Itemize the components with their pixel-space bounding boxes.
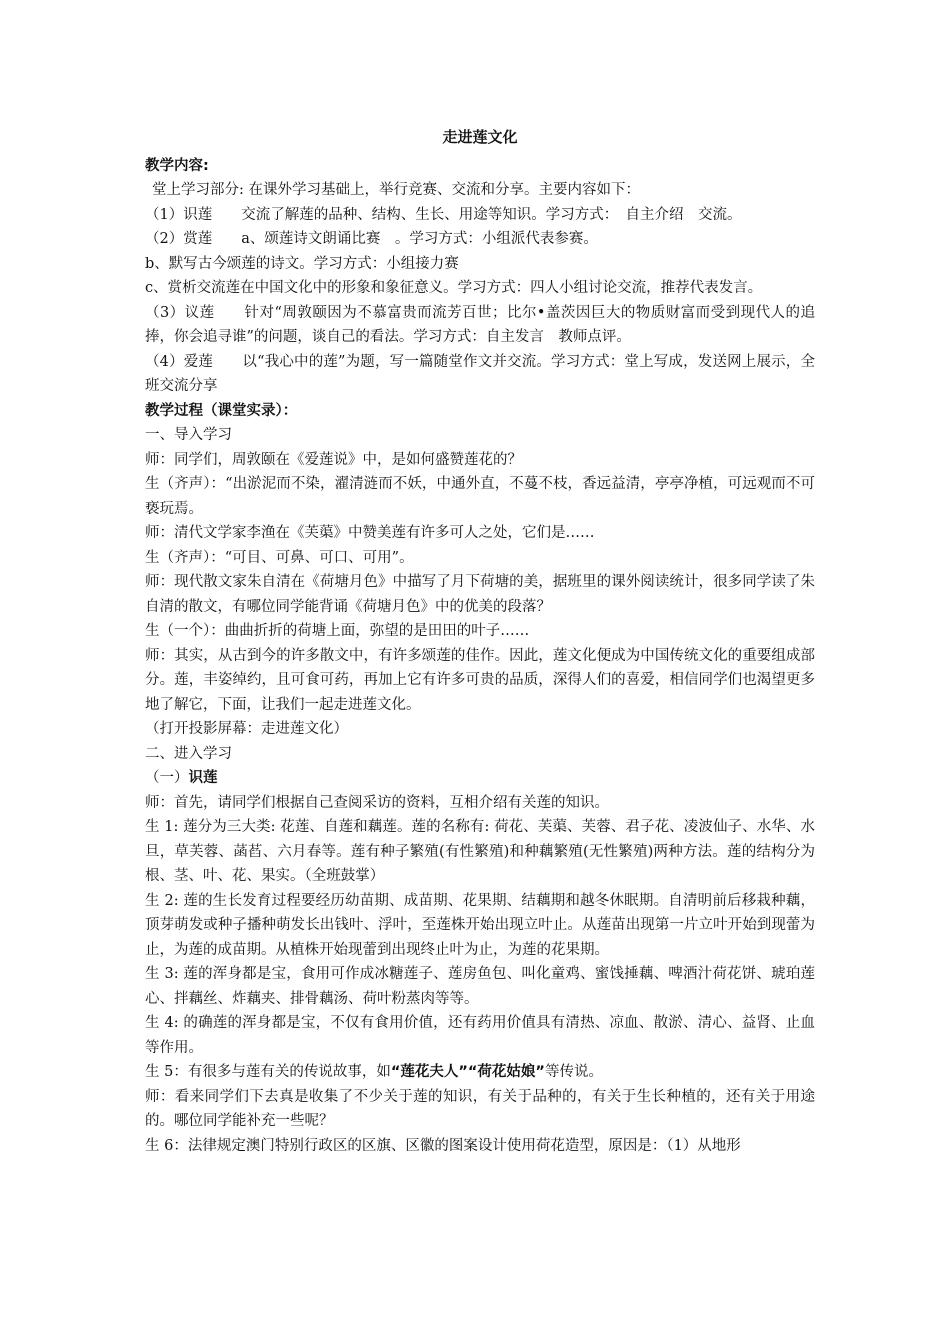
process-paragraph: 生 2: 莲的生长发育过程要经历幼苗期、成苗期、花果期、结藕期和越冬休眠期。自清明前后移栽种藕，顶芽萌发或种子播种萌发长出钱叶、浮叶，至莲株开始出现立叶止。从莲苗出现第一片立叶开始到现蕾为止，为莲的成苗期。从植株开始现蕾到出现终止叶为止，为莲的花果期。 bbox=[145, 892, 815, 958]
process-paragraph: 生（一个）：曲曲折折的荷塘上面，弥望的是田田的叶子…… bbox=[145, 623, 530, 639]
teaching-content-heading: 教学内容: bbox=[145, 157, 209, 174]
process-paragraph: 生 6：法律规定澳门特别行政区的区旗、区徽的图案设计使用荷花造型，原因是：（1）从地形 bbox=[145, 1137, 741, 1154]
process-paragraph: 师：清代文学家李渔在《芙蕖》中赞美莲有许多可人之处，它们是…… bbox=[145, 525, 595, 541]
process-paragraph: 生（齐声）：“可目、可鼻、可口、可用”。 bbox=[145, 549, 414, 566]
process-paragraph: 一、导入学习 bbox=[145, 427, 232, 443]
process-paragraph: 师：其实，从古到今的许多散文中，有许多颂莲的佳作。因此，莲文化便成为中国传统文化的重要组成部分。莲，丰姿绰约，且可食可药，再加上它有许多可贵的品质，深得人们的喜爱，相信同学们也渴望更多地了解它，下面，让我们一起走进莲文化。 bbox=[145, 647, 815, 713]
process-paragraph: 师：看来同学们下去真是收集了不少关于莲的知识，有关于品种的，有关于生长种植的，还有关于用途的。哪位同学能补充一些呢？ bbox=[145, 1088, 815, 1129]
content-paragraph: 堂上学习部分: 在课外学习基础上，举行竞赛、交流和分享。主要内容如下： bbox=[152, 182, 640, 198]
process-paragraph: （打开投影屏幕：走进莲文化） bbox=[145, 721, 348, 737]
process-paragraph: 二、进入学习 bbox=[145, 745, 232, 762]
subsection-heading bbox=[145, 766, 815, 791]
document-page bbox=[145, 125, 815, 1158]
process-paragraph: 师：现代散文家朱自清在《荷塘月色》中描写了月下荷塘的美，据班里的课外阅读统计，很多同学读了朱自清的散文，有哪位同学能背诵《荷塘月色》中的优美的段落？ bbox=[145, 574, 815, 615]
content-paragraph: c、赏析交流莲在中国文化中的形象和象征意义。学习方式：四人小组讨论交流，推荐代表发言。 bbox=[145, 280, 763, 296]
content-paragraph: （1）识莲 交流了解莲的品种、结构、生长、用途等知识。学习方式： 自主介绍 交流。 bbox=[145, 206, 742, 223]
content-paragraph: b、默写古今颂莲的诗文。学习方式：小组接力赛 bbox=[145, 255, 459, 272]
legend-lotus-girl: “荷花姑娘” bbox=[467, 1064, 545, 1080]
process-paragraph: 师：同学们，周敦颐在《爱莲说》中，是如何盛赞莲花的？ bbox=[145, 451, 522, 468]
subsection-title: 识莲 bbox=[188, 770, 218, 786]
process-paragraph: 生（齐声）：“出淤泥而不染，濯清涟而不妖，中通外直，不蔓不枝，香远益清，亭亭净植，可远观而不可亵玩焉。 bbox=[145, 476, 815, 517]
process-paragraph: 生 3: 莲的浑身都是宝，食用可作成冰糖莲子、莲房鱼包、叫化童鸡、蜜饯捶藕、啤酒汁荷花饼、琥珀莲心、拌藕丝、炸藕夹、排骨藕汤、荷叶粉蒸肉等等。 bbox=[145, 966, 815, 1007]
content-paragraph: （3）议莲 针对“周敦颐因为不慕富贵而流芳百世；比尔•盖茨因巨大的物质财富而受到现代人的追捧，你会追寻谁”的问题，谈自己的看法。学习方式：自主发言 教师点评。 bbox=[145, 304, 815, 345]
content-paragraph: （2）赏莲 a、颂莲诗文朗诵比赛 。学习方式：小组派代表参赛。 bbox=[145, 231, 598, 247]
teaching-process-heading: 教学过程（课堂实录）： bbox=[145, 402, 298, 419]
process-paragraph: 师：首先，请同学们根据自己查阅采访的资料，互相介绍有关莲的知识。 bbox=[145, 794, 609, 811]
process-paragraph: 生 4: 的确莲的浑身都是宝，不仅有食用价值，还有药用价值具有清热、凉血、散淤、清心、益肾、止血等作用。 bbox=[145, 1015, 815, 1056]
subsection-prefix: （一） bbox=[145, 770, 189, 786]
page-title: 走进莲文化 bbox=[442, 128, 518, 146]
legend-prefix: 生 5：有很多与莲有关的传说故事，如 bbox=[145, 1064, 391, 1080]
legend-suffix: 等传说。 bbox=[544, 1064, 603, 1080]
legend-paragraph bbox=[145, 1060, 815, 1085]
content-paragraph: （4）爱莲 以“我心中的莲”为题，写一篇随堂作文并交流。学习方式：堂上写成，发送网上展示，全班交流分享 bbox=[145, 353, 815, 394]
process-paragraph: 生 1: 莲分为三大类: 花莲、自莲和藕莲。莲的名称有: 荷花、芙蕖、芙蓉、君子花、凌波仙子、水华、水旦，草芙蓉、菡萏、六月春等。莲有种子繁殖(有性繁殖)和种藕繁殖(无性繁殖)两种方法。莲的结构分为根、茎、叶、花、果实。（全班鼓掌） bbox=[145, 819, 815, 884]
legend-lotus-lady: “莲花夫人” bbox=[390, 1064, 468, 1080]
